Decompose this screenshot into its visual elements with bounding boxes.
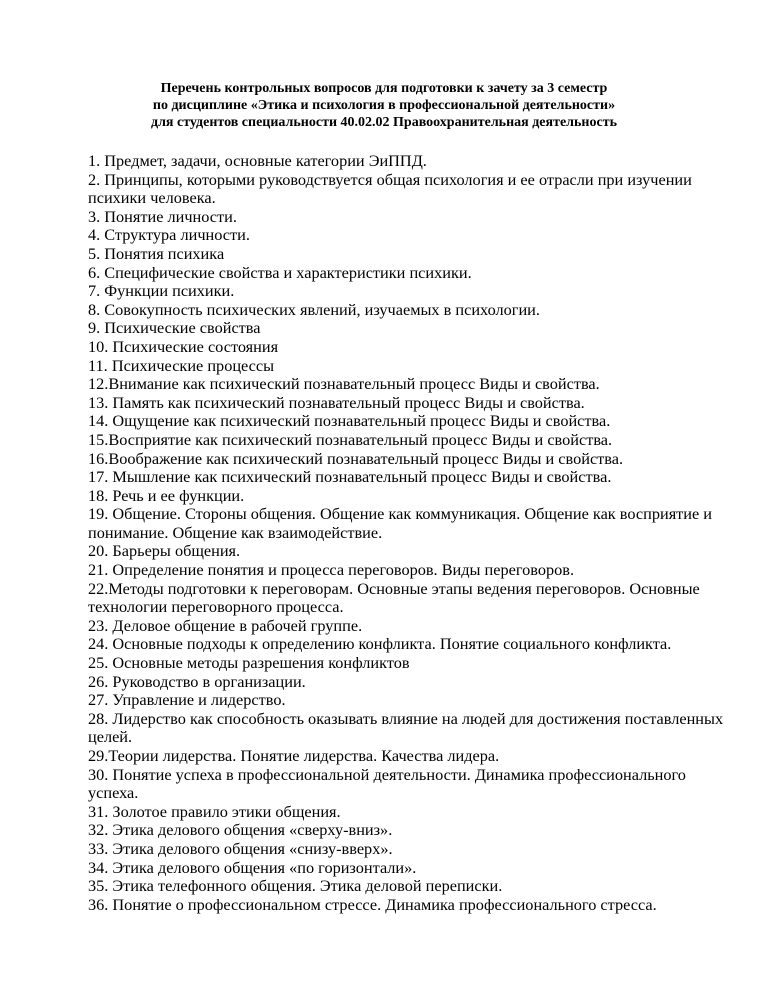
question-item: 12.Внимание как психический познавательный процесс Виды и свойства.	[88, 374, 600, 394]
question-item: 27. Управление и лидерство.	[88, 690, 286, 710]
question-item: 3. Понятие личности.	[88, 206, 237, 226]
question-item: 32. Этика делового общения «сверху-вниз».	[88, 820, 393, 840]
question-item: 33. Этика делового общения «снизу-вверх».	[88, 838, 393, 858]
header-line-1: Перечень контрольных вопросов для подготовки к зачету за 3 семестр	[160, 81, 608, 96]
question-item: 36. Понятие о профессиональном стрессе. Динамика профессионального стресса.	[88, 894, 657, 914]
question-item: 5. Понятия психика	[88, 243, 225, 263]
question-item: 15.Восприятие как психический познавательный процесс Виды и свойства.	[88, 429, 613, 449]
question-item: 35. Этика телефонного общения. Этика деловой переписки.	[88, 876, 503, 896]
question-list	[88, 152, 728, 914]
question-item: 26. Руководство в организации.	[88, 671, 306, 691]
question-item: 18. Речь и ее функции.	[88, 485, 245, 505]
question-item: 10. Психические состояния	[88, 336, 279, 356]
question-item: 2. Принципы, которыми руководствуется общая психология и ее отрасли при изучении психики человека.	[88, 169, 692, 208]
question-item: 13. Память как психический познавательный процесс Виды и свойства.	[88, 392, 585, 412]
question-item: 17. Мышление как психический познавательный процесс Виды и свойства.	[88, 467, 612, 487]
question-item: 25. Основные методы разрешения конфликтов	[88, 653, 410, 673]
question-item: 11. Психические процессы	[88, 355, 275, 375]
question-item: 24. Основные подходы к определению конфликта. Понятие социального конфликта.	[88, 634, 672, 654]
question-item: 6. Специфические свойства и характеристики психики.	[88, 262, 472, 282]
question-item: 1. Предмет, задачи, основные категории ЭиППД.	[88, 151, 427, 170]
question-item: 14. Ощущение как психический познавательный процесс Виды и свойства.	[88, 411, 611, 431]
question-item: 29.Теории лидерства. Понятие лидерства. Качества лидера.	[88, 746, 500, 765]
question-item: 28. Лидерство как способность оказывать влияние на людей для достижения поставленных целей.	[88, 708, 724, 747]
question-item: 16.Воображение как психический познавательный процесс Виды и свойства.	[88, 448, 624, 468]
question-item: 34. Этика делового общения «по горизонтали».	[88, 857, 417, 877]
question-item: 4. Структура личности.	[88, 225, 250, 245]
question-item: 31. Золотое правило этики общения.	[88, 801, 341, 821]
header-line-2: по дисциплине «Этика и психология в профессиональной деятельности»	[152, 98, 616, 113]
question-item: 23. Деловое общение в рабочей группе.	[88, 615, 363, 635]
document-header	[0, 80, 768, 131]
header-line-3: для студентов специальности 40.02.02 Правоохранительная деятельность	[150, 115, 617, 130]
question-item: 30. Понятие успеха в профессиональной деятельности. Динамика профессионального успеха.	[88, 764, 686, 803]
question-item: 7. Функции психики.	[88, 281, 235, 301]
question-item: 9. Психические свойства	[88, 318, 261, 338]
question-item: 19. Общение. Стороны общения. Общение как коммуникация. Общение как восприятие и понимание. Общение как взаимодействие.	[88, 504, 713, 542]
question-item: 21. Определение понятия и процесса переговоров. Виды переговоров.	[88, 560, 575, 580]
question-item: 22.Методы подготовки к переговорам. Основные этапы ведения переговоров. Основные технологии переговорного процесса.	[88, 578, 700, 617]
question-item: 8. Совокупность психических явлений, изучаемых в психологии.	[88, 299, 540, 319]
question-item: 20. Барьеры общения.	[88, 541, 241, 561]
